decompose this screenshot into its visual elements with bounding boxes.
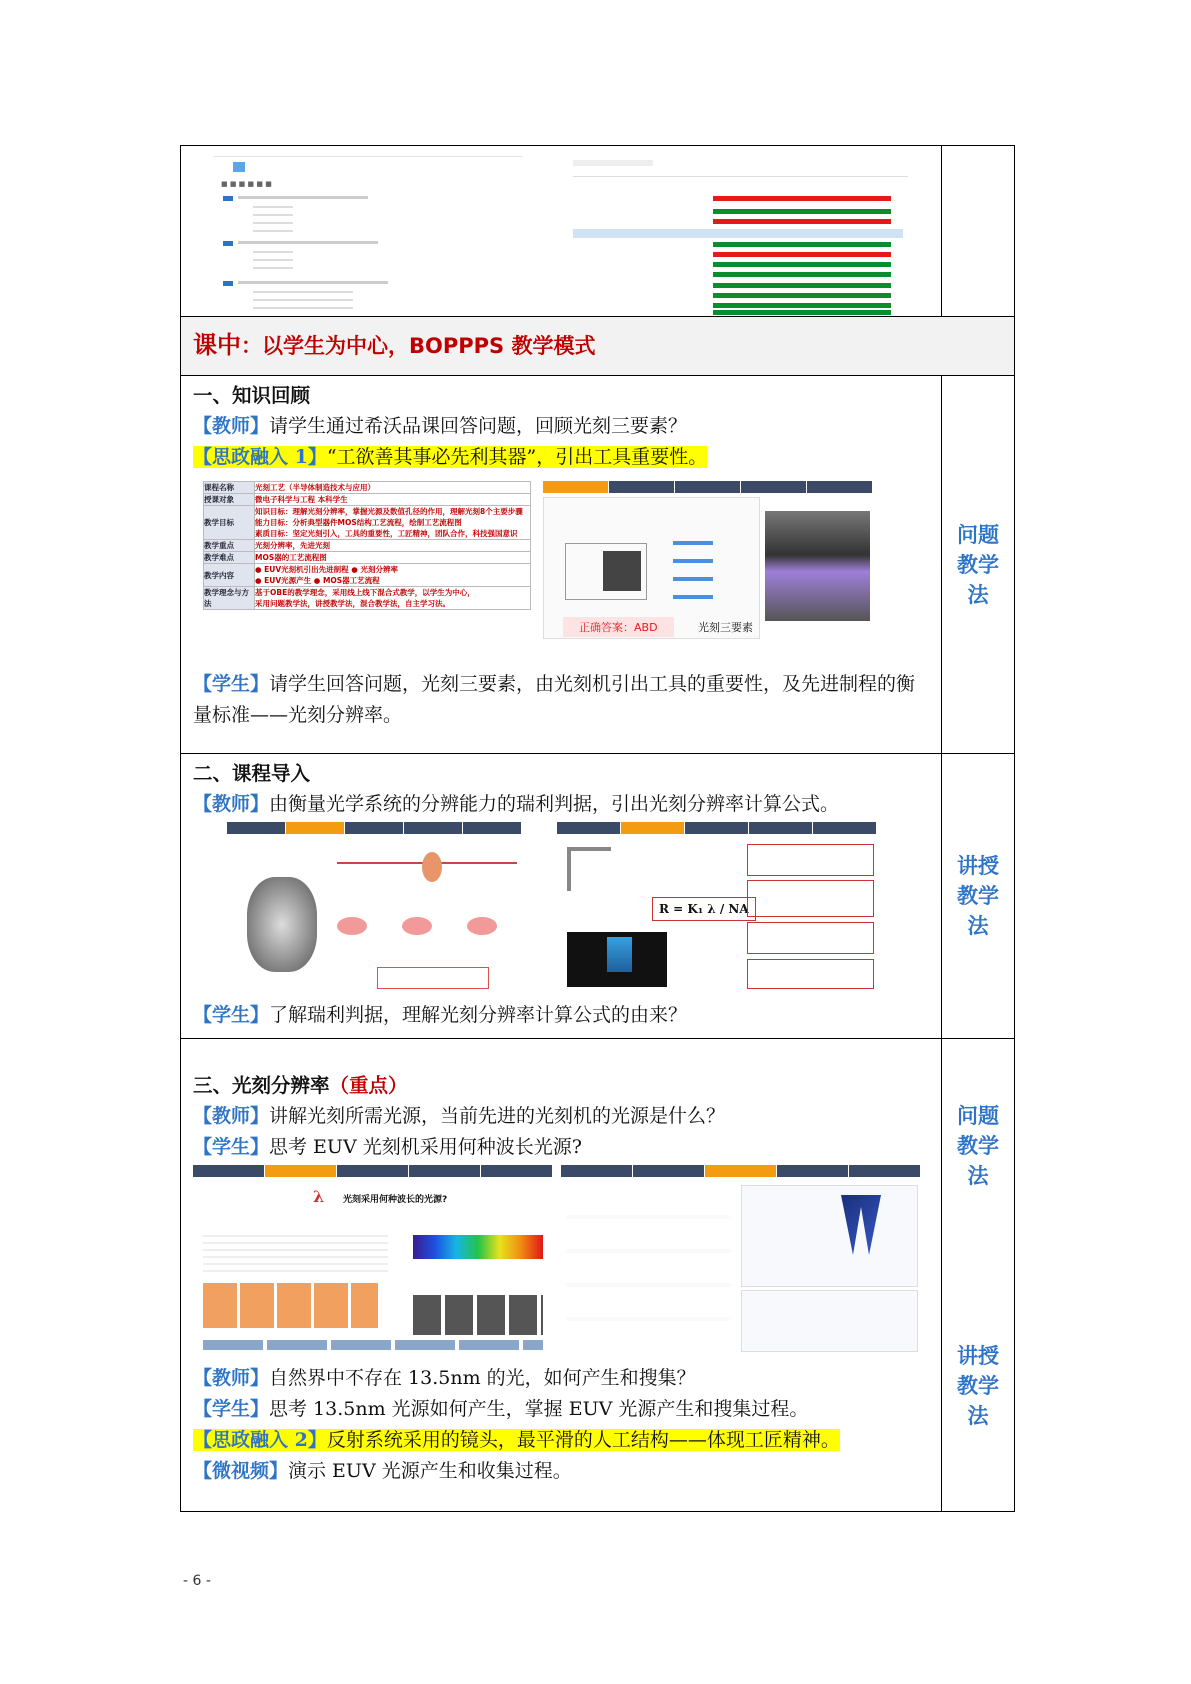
answer-label: 正确答案：ABD <box>563 617 674 637</box>
section-heading: 三、光刻分辨率（重点） <box>193 1074 408 1097</box>
course-table-label: 教学重点 <box>204 540 255 552</box>
lesson-stage-prefix: 课中 <box>193 331 241 359</box>
quiz-slide <box>543 481 873 659</box>
course-table-label: 课程名称 <box>204 482 255 494</box>
teaching-method-2: 讲授 教学 法 <box>957 1344 999 1428</box>
teacher-line: 【教师】由衡量光学系统的分辨能力的瑞利判据，引出光刻分辨率计算公式。 <box>193 793 840 815</box>
student-line-2: 【学生】思考 13.5nm 光源如何产生，掌握 EUV 光源产生和搜集过程。 <box>193 1398 809 1420</box>
course-table-row <box>204 564 531 587</box>
lesson-stage-title: ：以学生为中心，BOPPPS 教学模式 <box>241 334 596 358</box>
resolution-formula-slide <box>557 822 877 994</box>
teaching-method: 问题 教学 法 <box>957 522 999 607</box>
euv-source-slide <box>561 1165 921 1355</box>
course-table-label: 教学理念与方法 <box>204 587 255 610</box>
ideology-line: 【思政融入 1】“工欲善其事必先利其器”，引出工具重要性。 <box>193 446 708 468</box>
light-source-slide: λ 光刻采用何种波长的光源? <box>193 1165 553 1355</box>
teaching-method: 讲授 教学 法 <box>957 854 999 938</box>
course-table-row <box>204 482 531 494</box>
teacher-line-2: 【教师】自然界中不存在 13.5nm 的光，如何产生和搜集？ <box>193 1367 696 1389</box>
video-line: 【微视频】演示 EUV 光源产生和收集过程。 <box>193 1460 572 1482</box>
course-table-value: 光刻工艺（半导体制造技术与应用） <box>255 482 531 494</box>
course-info-table <box>203 481 531 610</box>
student-line: 【学生】思考 EUV 光刻机采用何种波长光源? <box>193 1136 582 1158</box>
section-heading: 一、知识回顾 <box>193 384 311 407</box>
course-table-value: 知识目标：理解光刻分辨率，掌握光源及数值孔径的作用，理解光刻8个主要步骤 能力目标：分析典型器件MOS结构工艺流程，绘制工艺流程图 素质目标：坚定光刻引入，工具的重要性，工匠精神，团队合作，科技强国意识 <box>255 506 531 540</box>
section-review <box>181 376 942 754</box>
platform-screenshot-left: ■ ■ ■ ■ ■ ■ <box>213 146 523 316</box>
course-table-label: 授课对象 <box>204 494 255 506</box>
course-table-value: 光刻分辨率，先进光刻 <box>255 540 531 552</box>
course-table-label: 教学目标 <box>204 506 255 540</box>
section-intro <box>181 754 942 1039</box>
page-number: - 6 - <box>183 1573 211 1589</box>
top-screenshots-cell <box>181 146 942 317</box>
section-heading: 二、课程导入 <box>193 762 311 785</box>
course-table-row <box>204 494 531 506</box>
student-line: 【学生】请学生回答问题，光刻三要素，由光刻机引出工具的重要性，及先进制程的衡量标准——光刻分辨率。 <box>193 673 916 726</box>
lesson-stage-header <box>181 317 1015 376</box>
course-table-value: 基于OBE的教学理念，采用线上线下混合式教学，以学生为中心， 采用问题教学法，讲授教学法，混合教学法，自主学习法。 <box>255 587 531 610</box>
course-table-row <box>204 552 531 564</box>
course-table-value: ● EUV光刻机引出先进制程 ● 光刻分辨率 ● EUV光源产生 ● MOS器工艺流程 <box>255 564 531 587</box>
rayleigh-slide <box>227 822 522 994</box>
course-table-value: MOS器的工艺流程图 <box>255 552 531 564</box>
answer-caption: 光刻三要素 <box>698 621 753 634</box>
teacher-line: 【教师】请学生通过希沃品课回答问题，回顾光刻三要素？ <box>193 415 688 437</box>
course-table-value: 微电子科学与工程 本科学生 <box>255 494 531 506</box>
teaching-method-1: 问题 教学 法 <box>957 1104 999 1188</box>
course-table-label: 教学内容 <box>204 564 255 587</box>
course-table-label: 教学难点 <box>204 552 255 564</box>
section-resolution <box>181 1039 942 1512</box>
course-table-row <box>204 587 531 610</box>
formula-box: R = K₁ λ / NA <box>652 897 756 921</box>
slide-title: 光刻采用何种波长的光源? <box>343 1195 448 1205</box>
course-table-row <box>204 540 531 552</box>
lesson-plan-table <box>180 145 1015 1512</box>
quiz-results-screenshot <box>573 146 908 316</box>
ideology-line-2: 【思政融入 2】反射系统采用的镜头，最平滑的人工结构——体现工匠精神。 <box>193 1429 840 1451</box>
course-table-row <box>204 506 531 540</box>
teacher-line: 【教师】讲解光刻所需光源，当前先进的光刻机的光源是什么？ <box>193 1105 726 1127</box>
student-line: 【学生】了解瑞利判据，理解光刻分辨率计算公式的由来？ <box>193 1004 688 1026</box>
